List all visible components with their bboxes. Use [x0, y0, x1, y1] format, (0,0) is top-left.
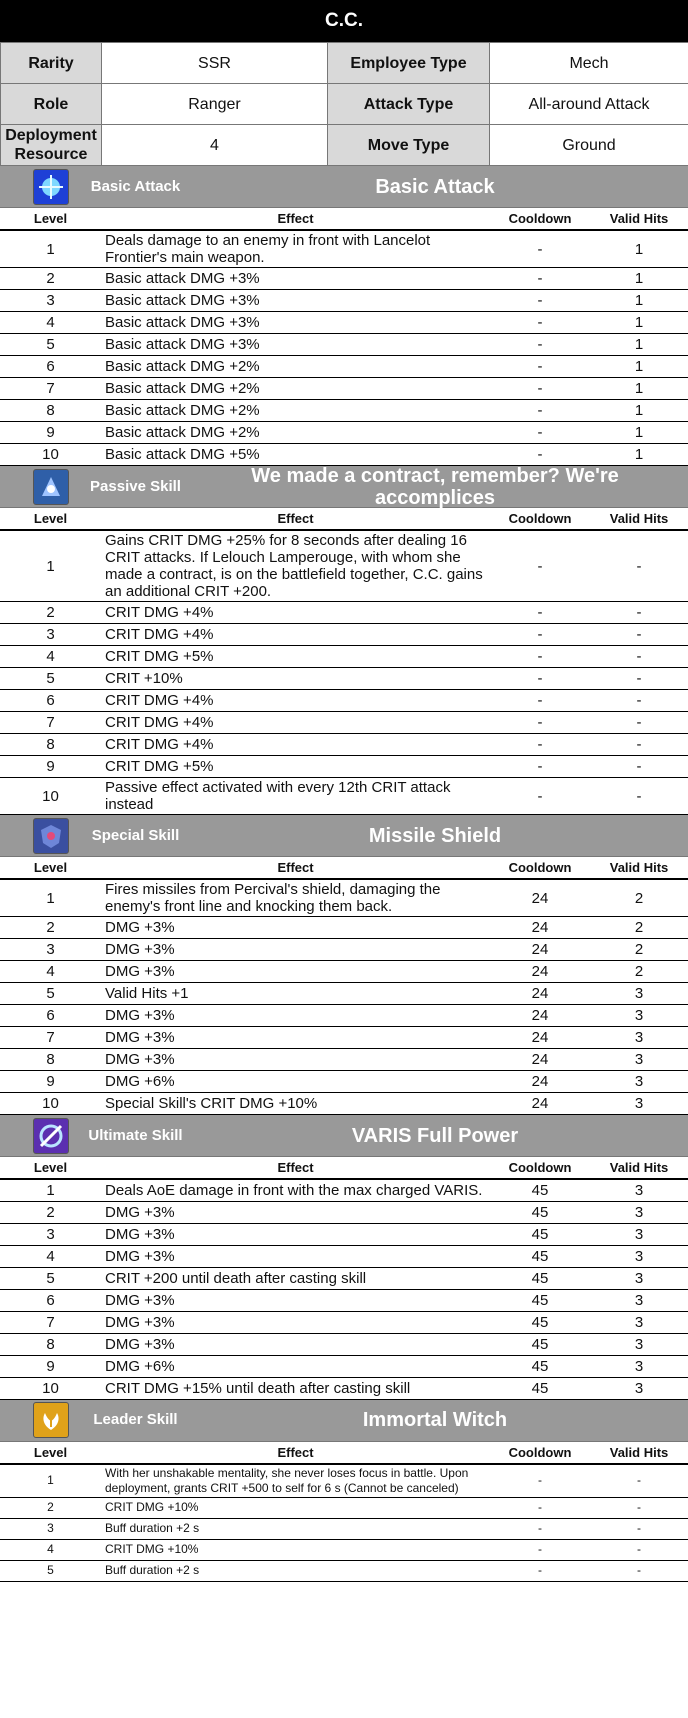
valid-hits-cell: - [590, 530, 688, 602]
table-row [0, 983, 688, 1005]
level-cell: 4 [0, 646, 101, 668]
table-row [0, 230, 688, 268]
skill-header [0, 815, 688, 857]
column-header: Valid Hits [590, 208, 688, 230]
level-cell: 7 [0, 378, 101, 400]
valid-hits-cell: - [590, 1539, 688, 1560]
effect-cell: Basic attack DMG +3% [101, 334, 490, 356]
effect-cell: DMG +3% [101, 1201, 490, 1223]
effect-cell: DMG +3% [101, 917, 490, 939]
table-row [0, 356, 688, 378]
cooldown-cell: - [490, 400, 590, 422]
cooldown-cell: 45 [490, 1245, 590, 1267]
effect-cell: Basic attack DMG +3% [101, 312, 490, 334]
valid-hits-cell: 3 [590, 1333, 688, 1355]
column-header: Level [0, 208, 101, 230]
level-cell: 1 [0, 530, 101, 602]
valid-hits-cell: 1 [590, 422, 688, 444]
effect-cell: Basic attack DMG +2% [101, 378, 490, 400]
column-header: Cooldown [490, 208, 590, 230]
skill-level-table [0, 857, 688, 1115]
valid-hits-cell: 1 [590, 290, 688, 312]
level-cell: 6 [0, 1289, 101, 1311]
valid-hits-cell: - [590, 624, 688, 646]
valid-hits-cell: 1 [590, 356, 688, 378]
valid-hits-cell: 3 [590, 1179, 688, 1201]
valid-hits-cell: - [590, 690, 688, 712]
skill-header [0, 166, 688, 208]
effect-cell: DMG +3% [101, 1333, 490, 1355]
level-cell: 4 [0, 1245, 101, 1267]
table-row [0, 1093, 688, 1115]
level-cell: 7 [0, 712, 101, 734]
effect-cell: Basic attack DMG +5% [101, 444, 490, 466]
skill-type: Special Skill [91, 826, 180, 844]
level-cell: 1 [0, 879, 101, 917]
effect-cell: Basic attack DMG +2% [101, 422, 490, 444]
effect-cell: DMG +3% [101, 1027, 490, 1049]
skill-name: VARIS Full Power [351, 1124, 519, 1147]
effect-cell: Deals damage to an enemy in front with Lancelot Frontier's main weapon. [101, 230, 490, 268]
info-value: SSR [102, 43, 328, 84]
valid-hits-cell: - [590, 1497, 688, 1518]
valid-hits-cell: 3 [590, 1377, 688, 1399]
level-cell: 9 [0, 756, 101, 778]
cooldown-cell: 45 [490, 1201, 590, 1223]
cooldown-cell: - [490, 668, 590, 690]
valid-hits-cell: 2 [590, 961, 688, 983]
valid-hits-cell: 3 [590, 1049, 688, 1071]
table-row [0, 334, 688, 356]
valid-hits-cell: 3 [590, 1027, 688, 1049]
info-label: Attack Type [328, 84, 490, 125]
level-cell: 1 [0, 1464, 101, 1498]
column-header: Level [0, 1157, 101, 1179]
cooldown-cell: - [490, 1497, 590, 1518]
level-cell: 3 [0, 290, 101, 312]
level-cell: 4 [0, 312, 101, 334]
column-header: Cooldown [490, 1157, 590, 1179]
cooldown-cell: 24 [490, 917, 590, 939]
valid-hits-cell: 2 [590, 879, 688, 917]
effect-cell: CRIT DMG +4% [101, 624, 490, 646]
skill-name: Immortal Witch [362, 1409, 508, 1431]
cooldown-cell: - [490, 734, 590, 756]
table-row [0, 1201, 688, 1223]
info-row [1, 84, 688, 125]
column-header: Cooldown [490, 857, 590, 879]
cooldown-cell: - [490, 602, 590, 624]
cooldown-cell: - [490, 690, 590, 712]
level-cell: 7 [0, 1027, 101, 1049]
level-cell: 2 [0, 917, 101, 939]
cooldown-cell: 24 [490, 1027, 590, 1049]
column-header: Effect [101, 208, 490, 230]
column-header: Effect [101, 1442, 490, 1464]
level-cell: 8 [0, 400, 101, 422]
cooldown-cell: 45 [490, 1223, 590, 1245]
effect-cell: DMG +3% [101, 1245, 490, 1267]
level-cell: 2 [0, 268, 101, 290]
level-cell: 10 [0, 778, 101, 815]
valid-hits-cell: 3 [590, 1245, 688, 1267]
cooldown-cell: - [490, 1518, 590, 1539]
level-cell: 9 [0, 422, 101, 444]
table-row [0, 712, 688, 734]
info-label: Deployment Resource [1, 125, 102, 166]
table-header-row [0, 857, 688, 879]
column-header: Valid Hits [590, 1157, 688, 1179]
valid-hits-cell: 1 [590, 230, 688, 268]
cooldown-cell: - [490, 312, 590, 334]
cooldown-cell: 45 [490, 1355, 590, 1377]
cooldown-cell: - [490, 530, 590, 602]
info-label: Move Type [328, 125, 490, 166]
valid-hits-cell: 1 [590, 312, 688, 334]
table-row [0, 917, 688, 939]
table-row [0, 1333, 688, 1355]
effect-cell: DMG +3% [101, 961, 490, 983]
table-row [0, 378, 688, 400]
column-header: Level [0, 508, 101, 530]
table-row [0, 1245, 688, 1267]
valid-hits-cell: 1 [590, 378, 688, 400]
valid-hits-cell: - [590, 734, 688, 756]
valid-hits-cell: 3 [590, 1005, 688, 1027]
skill-name: We made a contract, remember? We're accomplices [251, 464, 619, 509]
table-row [0, 1027, 688, 1049]
cooldown-cell: - [490, 646, 590, 668]
info-label: Employee Type [328, 43, 490, 84]
info-label: Role [1, 84, 102, 125]
effect-cell: With her unshakable mentality, she never loses focus in battle. Upon deployment, grants CRIT +500 to self for 6 s (Cannot be canceled) [101, 1464, 490, 1498]
effect-cell: Passive effect activated with every 12th CRIT attack instead [101, 778, 490, 815]
cooldown-cell: - [490, 378, 590, 400]
skill-name: Missile Shield [368, 824, 502, 847]
cooldown-cell: - [490, 290, 590, 312]
column-header: Cooldown [490, 508, 590, 530]
column-header: Cooldown [490, 1442, 590, 1464]
effect-cell: Basic attack DMG +2% [101, 400, 490, 422]
table-row [0, 268, 688, 290]
effect-cell: DMG +3% [101, 1049, 490, 1071]
cooldown-cell: 45 [490, 1311, 590, 1333]
cooldown-cell: - [490, 422, 590, 444]
table-row [0, 1355, 688, 1377]
level-cell: 2 [0, 1497, 101, 1518]
column-header: Level [0, 1442, 101, 1464]
table-header-row [0, 1442, 688, 1464]
level-cell: 4 [0, 1539, 101, 1560]
table-row [0, 939, 688, 961]
effect-cell: CRIT DMG +4% [101, 690, 490, 712]
level-cell: 8 [0, 1333, 101, 1355]
table-row [0, 668, 688, 690]
effect-cell: Buff duration +2 s [101, 1518, 490, 1539]
cooldown-cell: - [490, 1560, 590, 1581]
table-row [0, 444, 688, 466]
column-header: Effect [101, 508, 490, 530]
cooldown-cell: 45 [490, 1377, 590, 1399]
level-cell: 2 [0, 1201, 101, 1223]
table-row [0, 1560, 688, 1581]
table-row [0, 530, 688, 602]
effect-cell: Basic attack DMG +3% [101, 268, 490, 290]
level-cell: 5 [0, 334, 101, 356]
effect-cell: Buff duration +2 s [101, 1560, 490, 1581]
skill-name: Basic Attack [375, 175, 495, 198]
level-cell: 5 [0, 1267, 101, 1289]
skill-type: Leader Skill [93, 1411, 178, 1428]
table-row [0, 1539, 688, 1560]
level-cell: 10 [0, 444, 101, 466]
effect-cell: DMG +3% [101, 1005, 490, 1027]
cooldown-cell: - [490, 230, 590, 268]
level-cell: 3 [0, 1223, 101, 1245]
effect-cell: CRIT DMG +4% [101, 734, 490, 756]
valid-hits-cell: 3 [590, 983, 688, 1005]
cooldown-cell: - [490, 624, 590, 646]
page-title: C.C. [0, 0, 688, 42]
info-value: 4 [102, 125, 328, 166]
table-row [0, 690, 688, 712]
valid-hits-cell: - [590, 756, 688, 778]
cooldown-cell: 45 [490, 1179, 590, 1201]
table-row [0, 1005, 688, 1027]
skill-level-table [0, 1157, 688, 1400]
level-cell: 6 [0, 690, 101, 712]
column-header: Valid Hits [590, 1442, 688, 1464]
effect-cell: Basic attack DMG +2% [101, 356, 490, 378]
skill-header [0, 1400, 688, 1442]
table-row [0, 1311, 688, 1333]
cooldown-cell: 24 [490, 1005, 590, 1027]
valid-hits-cell: 3 [590, 1223, 688, 1245]
cooldown-cell: 24 [490, 961, 590, 983]
level-cell: 6 [0, 356, 101, 378]
valid-hits-cell: 3 [590, 1289, 688, 1311]
table-row [0, 400, 688, 422]
valid-hits-cell: 3 [590, 1355, 688, 1377]
cooldown-cell: 24 [490, 939, 590, 961]
effect-cell: Deals AoE damage in front with the max charged VARIS. [101, 1179, 490, 1201]
valid-hits-cell: 3 [590, 1311, 688, 1333]
info-label: Rarity [1, 43, 102, 84]
table-row [0, 1289, 688, 1311]
table-row [0, 1049, 688, 1071]
info-table [0, 42, 688, 166]
table-row [0, 1377, 688, 1399]
cooldown-cell: - [490, 356, 590, 378]
level-cell: 5 [0, 1560, 101, 1581]
table-row [0, 422, 688, 444]
column-header: Valid Hits [590, 857, 688, 879]
level-cell: 7 [0, 1311, 101, 1333]
cooldown-cell: 24 [490, 1071, 590, 1093]
effect-cell: CRIT DMG +4% [101, 712, 490, 734]
skill-level-table [0, 208, 688, 466]
table-row [0, 1497, 688, 1518]
effect-cell: CRIT DMG +10% [101, 1497, 490, 1518]
skill-type: Basic Attack [90, 177, 181, 195]
valid-hits-cell: - [590, 668, 688, 690]
valid-hits-cell: 3 [590, 1267, 688, 1289]
skills-container [0, 166, 688, 1582]
valid-hits-cell: 2 [590, 939, 688, 961]
effect-cell: DMG +3% [101, 939, 490, 961]
table-header-row [0, 508, 688, 530]
effect-cell: DMG +3% [101, 1289, 490, 1311]
cooldown-cell: - [490, 334, 590, 356]
column-header: Level [0, 857, 101, 879]
table-row [0, 602, 688, 624]
table-header-row [0, 208, 688, 230]
level-cell: 3 [0, 1518, 101, 1539]
effect-cell: CRIT +10% [101, 668, 490, 690]
cooldown-cell: 24 [490, 879, 590, 917]
table-row [0, 1518, 688, 1539]
level-cell: 9 [0, 1071, 101, 1093]
effect-cell: DMG +6% [101, 1355, 490, 1377]
level-cell: 1 [0, 230, 101, 268]
cooldown-cell: - [490, 444, 590, 466]
effect-cell: Gains CRIT DMG +25% for 8 seconds after dealing 16 CRIT attacks. If Lelouch Lamperouge, with whom she made a contract, is on the battlefield together, C.C. gains an additional CRIT +200. [101, 530, 490, 602]
table-row [0, 1071, 688, 1093]
table-row [0, 624, 688, 646]
level-cell: 1 [0, 1179, 101, 1201]
valid-hits-cell: 1 [590, 444, 688, 466]
cooldown-cell: - [490, 712, 590, 734]
level-cell: 3 [0, 624, 101, 646]
cooldown-cell: - [490, 1464, 590, 1498]
column-header: Effect [101, 857, 490, 879]
valid-hits-cell: - [590, 1560, 688, 1581]
valid-hits-cell: - [590, 1518, 688, 1539]
cooldown-cell: 24 [490, 1093, 590, 1115]
effect-cell: CRIT DMG +4% [101, 602, 490, 624]
valid-hits-cell: 3 [590, 1201, 688, 1223]
effect-cell: DMG +6% [101, 1071, 490, 1093]
table-row [0, 290, 688, 312]
valid-hits-cell: - [590, 778, 688, 815]
level-cell: 5 [0, 668, 101, 690]
valid-hits-cell: 3 [590, 1093, 688, 1115]
skill-level-table [0, 508, 688, 815]
skill-type: Passive Skill [90, 477, 181, 495]
valid-hits-cell: - [590, 712, 688, 734]
level-cell: 10 [0, 1377, 101, 1399]
basic-attack-icon [33, 169, 69, 205]
skill-type: Ultimate Skill [88, 1126, 183, 1144]
cooldown-cell: 24 [490, 1049, 590, 1071]
level-cell: 6 [0, 1005, 101, 1027]
table-row [0, 734, 688, 756]
level-cell: 8 [0, 1049, 101, 1071]
effect-cell: DMG +3% [101, 1311, 490, 1333]
info-value: Ranger [102, 84, 328, 125]
valid-hits-cell: - [590, 602, 688, 624]
valid-hits-cell: 1 [590, 334, 688, 356]
valid-hits-cell: 1 [590, 268, 688, 290]
valid-hits-cell: 2 [590, 917, 688, 939]
skill-header [0, 1115, 688, 1157]
column-header: Valid Hits [590, 508, 688, 530]
effect-cell: CRIT DMG +5% [101, 756, 490, 778]
skill-header [0, 466, 688, 508]
table-row [0, 778, 688, 815]
effect-cell: Special Skill's CRIT DMG +10% [101, 1093, 490, 1115]
cooldown-cell: 45 [490, 1267, 590, 1289]
table-header-row [0, 1157, 688, 1179]
effect-cell: CRIT DMG +15% until death after casting skill [101, 1377, 490, 1399]
effect-cell: CRIT DMG +10% [101, 1539, 490, 1560]
cooldown-cell: 45 [490, 1333, 590, 1355]
valid-hits-cell: - [590, 1464, 688, 1498]
effect-cell: Basic attack DMG +3% [101, 290, 490, 312]
info-value: Ground [490, 125, 688, 166]
effect-cell: Fires missiles from Percival's shield, damaging the enemy's front line and knocking them back. [101, 879, 490, 917]
level-cell: 4 [0, 961, 101, 983]
ultimate-skill-icon [33, 1118, 69, 1154]
special-skill-icon [33, 818, 69, 854]
skill-level-table [0, 1442, 688, 1582]
info-row [1, 125, 688, 166]
table-row [0, 1464, 688, 1498]
info-value: Mech [490, 43, 688, 84]
effect-cell: CRIT +200 until death after casting skill [101, 1267, 490, 1289]
passive-skill-icon [33, 469, 69, 505]
cooldown-cell: - [490, 1539, 590, 1560]
column-header: Effect [101, 1157, 490, 1179]
level-cell: 2 [0, 602, 101, 624]
level-cell: 8 [0, 734, 101, 756]
level-cell: 9 [0, 1355, 101, 1377]
table-row [0, 756, 688, 778]
table-row [0, 1179, 688, 1201]
cooldown-cell: - [490, 756, 590, 778]
leader-skill-icon [33, 1402, 69, 1438]
effect-cell: Valid Hits +1 [101, 983, 490, 1005]
level-cell: 3 [0, 939, 101, 961]
table-row [0, 879, 688, 917]
level-cell: 5 [0, 983, 101, 1005]
table-row [0, 1223, 688, 1245]
level-cell: 10 [0, 1093, 101, 1115]
table-row [0, 1267, 688, 1289]
table-row [0, 961, 688, 983]
cooldown-cell: 24 [490, 983, 590, 1005]
cooldown-cell: - [490, 268, 590, 290]
valid-hits-cell: 1 [590, 400, 688, 422]
cooldown-cell: - [490, 778, 590, 815]
effect-cell: CRIT DMG +5% [101, 646, 490, 668]
table-row [0, 312, 688, 334]
info-row [1, 43, 688, 84]
info-value: All-around Attack [490, 84, 688, 125]
valid-hits-cell: 3 [590, 1071, 688, 1093]
effect-cell: DMG +3% [101, 1223, 490, 1245]
table-row [0, 646, 688, 668]
cooldown-cell: 45 [490, 1289, 590, 1311]
valid-hits-cell: - [590, 646, 688, 668]
